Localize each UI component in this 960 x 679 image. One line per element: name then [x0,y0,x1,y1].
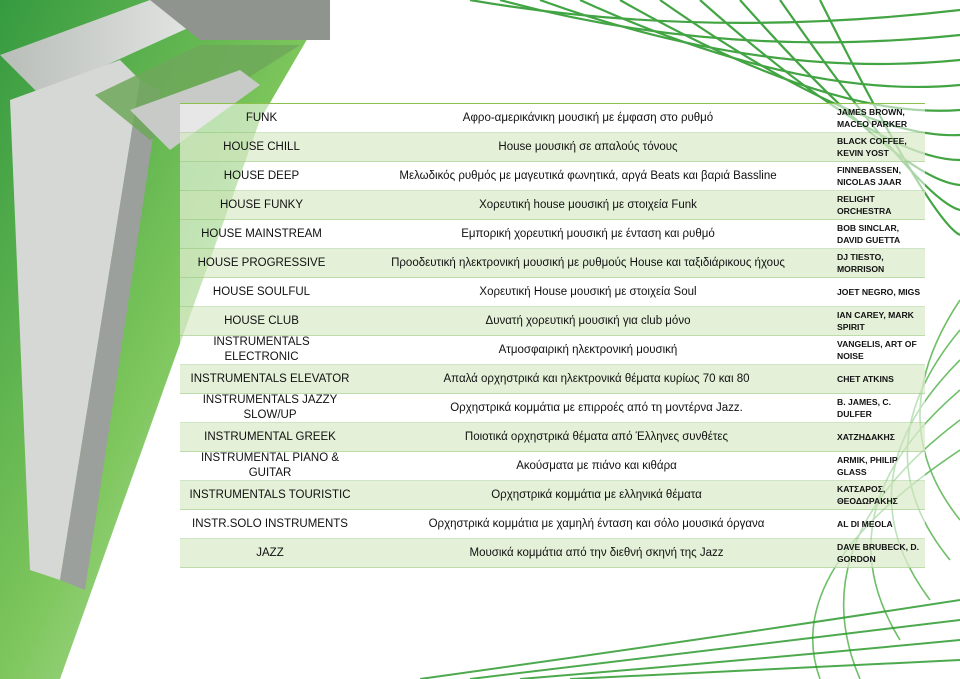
table-row [180,481,925,510]
genre-category: HOUSE MAINSTREAM [201,227,322,240]
genre-description: Μελωδικός ρυθμός με μαγευτικά φωνητικά, αργά Beats και βαριά Bassline [399,169,777,182]
genre-category: INSTRUMENTAL GREEK [204,430,336,443]
genre-description: Ορχηστρικά κομμάτια με ελληνικά θέματα [491,488,702,501]
genre-description: Δυνατή χορευτική μουσική για club μόνο [485,314,691,327]
table-row [180,133,925,162]
genre-artists: RELIGHT ORCHESTRA [837,194,892,216]
genre-category: HOUSE CHILL [223,140,300,153]
genre-description: House μουσική σε απαλούς τόνους [498,140,678,153]
genre-category: INSTRUMENTALS ELEVATOR [190,372,350,385]
genre-category: HOUSE PROGRESSIVE [197,256,326,269]
genre-description: Ποιοτικά ορχηστρικά θέματα από Έλληνες συνθέτες [464,430,729,443]
genre-artists: FINNEBASSEN, NICOLAS JAAR [837,165,902,187]
genre-description: Εμπορική χορευτική μουσική με ένταση και ρυθμό [461,227,715,240]
table-row [180,307,925,336]
genre-description: Μουσικά κομμάτια από την διεθνή σκηνή της Jazz [469,546,724,559]
genre-artists: VANGELIS, ART OF NOISE [837,339,917,361]
genre-artists: DJ TIESTO, MORRISON [837,252,885,274]
genre-category: HOUSE DEEP [223,169,300,182]
table-row [180,423,925,452]
genre-artists: ΧΑΤΖΗΔΑΚΗΣ [837,432,895,442]
table-row [180,452,925,481]
genre-artists: JAMES BROWN, MACEO PARKER [837,107,908,129]
genre-description: Ακούσματα με πιάνο και κιθάρα [516,459,677,472]
table-row [180,394,925,423]
genre-artists: IAN CAREY, MARK SPIRIT [837,310,914,332]
genre-artists: ΚΑΤΣΑΡΟΣ, ΘΕΟΔΩΡΑΚΗΣ [837,484,898,506]
genre-artists: DAVE BRUBECK, D. GORDON [837,542,919,564]
table-row [180,191,925,220]
table-row [180,249,925,278]
genre-artists: B. JAMES, C. DULFER [837,397,891,419]
genre-description: Προοδευτική ηλεκτρονική μουσική με ρυθμούς House και ταξιδιάρικους ήχους [391,256,785,269]
genre-category: INSTRUMENTALS ELECTRONIC [213,336,310,363]
genre-artists: ARMIK, PHILIP GLASS [837,455,898,477]
genre-category: HOUSE CLUB [224,314,299,327]
genre-artists: JOET NEGRO, MIGS [837,287,921,297]
genre-category: INSTRUMENTAL PIANO & GUITAR [200,452,340,479]
genre-category: FUNK [245,111,278,124]
table-row [180,539,925,568]
genre-description: Αφρο-αμερικάνικη μουσική με έμφαση στο ρυθμό [462,111,714,124]
table-row [180,220,925,249]
genre-category: INSTRUMENTALS JAZZY SLOW/UP [202,394,338,421]
genre-category: INSTR.SOLO INSTRUMENTS [192,517,348,530]
table-row [180,162,925,191]
genre-category: INSTRUMENTALS TOURISTIC [189,488,351,501]
genre-artists: CHET ATKINS [837,374,894,384]
table-row [180,278,925,307]
table-row [180,104,925,133]
genre-artists: BOB SINCLAR, DAVID GUETTA [837,223,901,245]
table-row [180,510,925,539]
genre-description: Ορχηστρικά κομμάτια με χαμηλή ένταση και σόλο μουσικά όργανα [428,517,765,530]
genre-description: Χορευτική House μουσική με στοιχεία Soul [479,285,697,298]
genre-description: Απαλά ορχηστρικά και ηλεκτρονικά θέματα κυρίως 70 και 80 [443,372,750,385]
genre-artists: AL DI MEOLA [837,519,893,529]
genre-description: Ατμοσφαιρική ηλεκτρονική μουσική [498,343,678,356]
genre-category: HOUSE FUNKY [219,198,304,211]
genre-artists: BLACK COFFEE, KEVIN YOST [837,136,907,158]
music-genre-table [180,103,925,568]
genre-description: Ορχηστρικά κομμάτια με επιρροές από τη μοντέρνα Jazz. [450,401,743,414]
genre-category: JAZZ [256,546,284,559]
table-row [180,336,925,365]
table-row [180,365,925,394]
genre-description: Χορευτική house μουσική με στοιχεία Funk [479,198,697,211]
genre-category: HOUSE SOULFUL [212,285,311,298]
